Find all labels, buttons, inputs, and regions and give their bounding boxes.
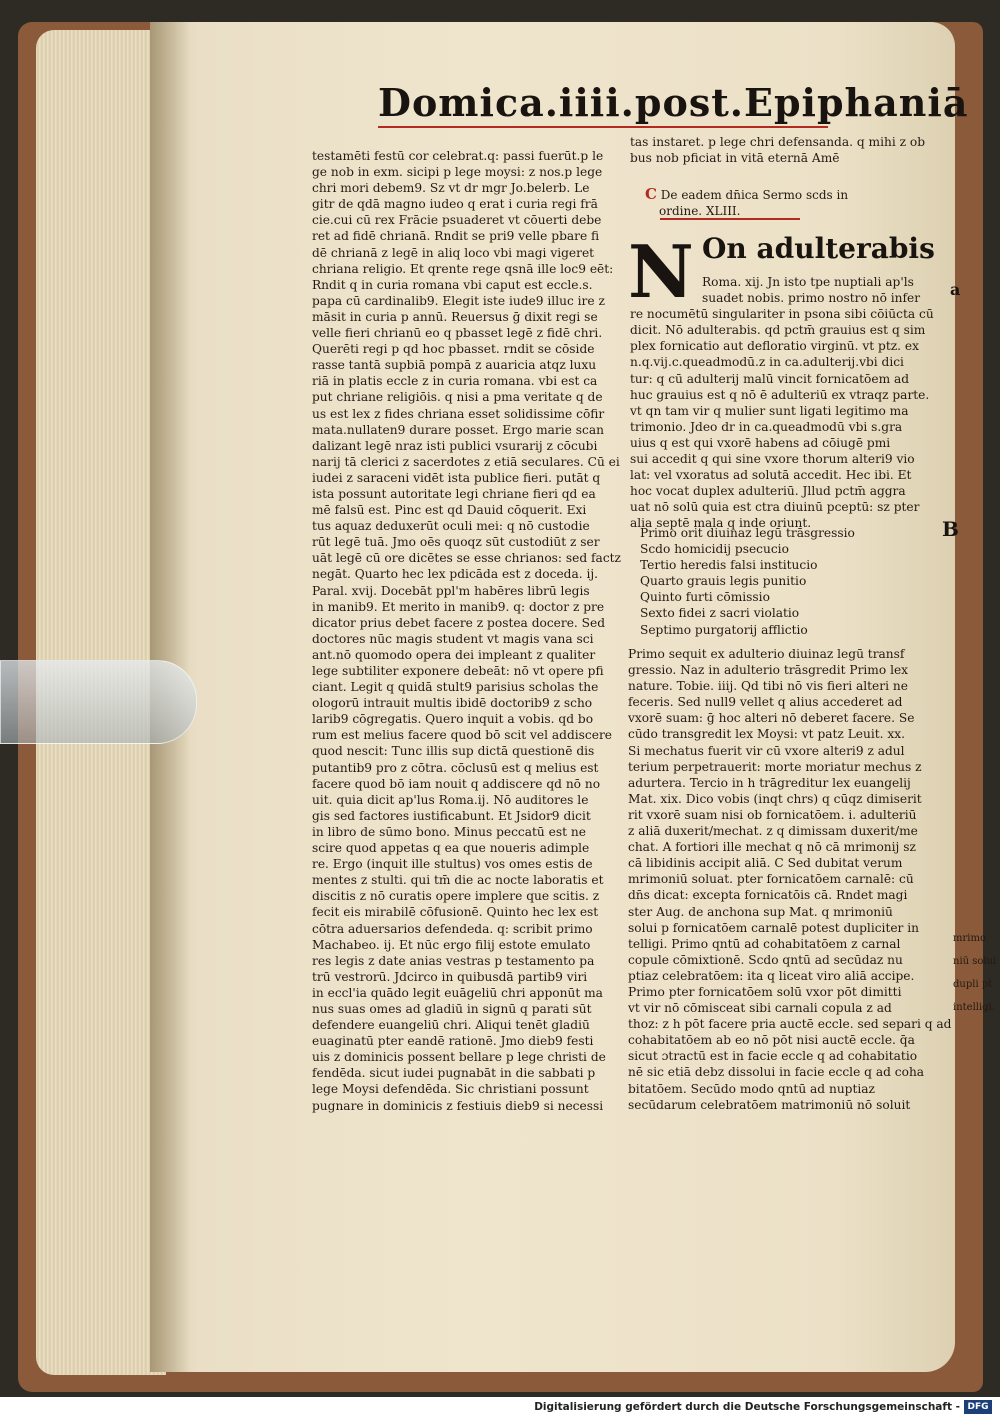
side-note-line: intelligi. xyxy=(953,1002,995,1013)
text-line: uit. quia dicit ap'lus Roma.ij. Nō auditores le xyxy=(312,792,589,807)
text-line: lege subtiliter exponere debeāt: nō vt opere pfi xyxy=(312,664,604,678)
text-line: ptiaz celebratōem: ita q liceat viro aliā accipe. xyxy=(628,968,915,983)
list-item: Quarto grauis legis punitio xyxy=(640,574,807,589)
text-line: cohabitatōem ab eo nō pōt nisi auctē eccle. q̄a xyxy=(628,1033,915,1048)
side-note-line: niū solui xyxy=(953,956,997,967)
text-line: ge nob in exm. sicipi p lege moysi: z nos.p lege xyxy=(312,165,603,180)
text-line: hoc vocat duplex adulteriū. Jllud pctm̄ aggra xyxy=(630,484,906,499)
text-line: velle fieri chrianū eo q pbasset legē z fidē chri. xyxy=(312,326,603,341)
heading-red-rule xyxy=(378,126,828,128)
list-item: Scdo homicidij psecucio xyxy=(640,542,789,557)
text-line: fecit eis mirabilē cōfusionē. Quinto hec lex est xyxy=(312,905,599,920)
text-line: adurtera. Tercio in h trāgreditur lex euangelij xyxy=(628,775,911,790)
text-line: us est lex z fides chriana esset solidissime cōfir xyxy=(312,406,605,421)
text-line: sicut ɔtractū est in facie eccle q ad cohabitatio xyxy=(628,1049,918,1064)
text-line: telligi. Primo qntū ad cohabitatōem z carnal xyxy=(628,936,901,951)
list-item: Primo orit diuinaz legū trāsgressio xyxy=(640,526,855,540)
text-line: defendere euangeliū chri. Aliqui tenēt gladiū xyxy=(312,1018,590,1033)
list-item: Quinto furti cōmissio xyxy=(640,590,770,605)
text-line: Primo sequit ex adulterio diuinaz legū transf xyxy=(628,647,905,661)
text-line: z aliā duxerit/mechat. z q dimissam duxerit/me xyxy=(628,824,918,839)
text-line: terium perpetrauerit: morte moriatur mechus z xyxy=(628,759,922,774)
side-note-line: mrimo xyxy=(953,933,986,944)
text-line: Querēti regi p qd hoc pbasset. rndit se cōside xyxy=(312,342,595,357)
text-line: mē falsū est. Pinc est qd Dauid cōquerit. Exi xyxy=(312,503,587,518)
text-line: put chriane religiōis. q nisi a pma veritate q de xyxy=(312,390,603,405)
text-line: dē chrianā z legē in aliq loco vbi magi vigeret xyxy=(312,245,595,260)
text-line: ciant. Legit q quidā stult9 parisius scholas the xyxy=(312,680,599,695)
text-line: plex fornicatio aut defloratio virginū. vt ptz. ex xyxy=(630,339,920,354)
glass-page-holder xyxy=(0,660,197,744)
right-top-text xyxy=(630,134,948,166)
text-line: narij tā clerici z sacerdotes z etiā seculares. Cū ei xyxy=(312,454,620,469)
text-line: in libro de sūmo bono. Minus peccatū est ne xyxy=(312,824,586,839)
left-text-column xyxy=(312,148,621,1114)
text-line: nus suas omes ad gladiū in signū q parati sūt xyxy=(312,1001,592,1016)
sermon-rubric xyxy=(645,186,915,219)
text-line: uāt legē cū ore dicētes se esse chrianos: sed factz xyxy=(312,551,621,566)
text-line: in manib9. Et merito in manib9. q: doctor z pre xyxy=(312,599,605,614)
rubric-line-2: ordine. XLIII. xyxy=(659,204,741,218)
text-line: cōtra aduersarios defendeda. q: scribit primo xyxy=(312,921,593,936)
text-line: uat nō solū quia est ctra diuinū pceptū: sz pter xyxy=(630,500,920,515)
text-line: euaginatū pter eandē rationē. Jmo dieb9 festi xyxy=(312,1034,594,1049)
text-line: n.q.vij.c.queadmodū.z in ca.adulterij.vbi dici xyxy=(630,355,904,370)
text-line: mentes z stulti. qui tm̄ die ac nocte laboratis et xyxy=(312,873,604,888)
text-line: larib9 cōgregatis. Quero inquit a vobis. qd bo xyxy=(312,712,594,727)
text-line: bus nob pficiat in vitā eternā Amē xyxy=(630,151,840,166)
text-line: lat: vel vxoratus ad solutā accedit. Hec ibi. Et xyxy=(630,468,912,483)
text-line: papa cū cardinalib9. Elegit iste iude9 illuc ire z xyxy=(312,293,605,308)
list-item: Sexto fidei z sacri violatio xyxy=(640,606,800,621)
text-line: fendēda. sicut iudei pugnabāt in die sabbati p xyxy=(312,1066,596,1081)
text-line: chat. A fortiori ille mechat q nō cā mrimonij sz xyxy=(628,840,916,855)
margin-letter-b: B xyxy=(942,517,959,541)
text-line: bitatōem. Secūdo modo qntū ad nuptiaz xyxy=(628,1081,875,1096)
right-text-column-2 xyxy=(628,646,952,1113)
text-line: riā in platis eccle z in curia romana. vbi est ca xyxy=(312,374,598,389)
text-line: dn̄s dicat: excepta fornicatōis cā. Rndet magi xyxy=(628,888,908,903)
text-line: copule cōmixtionē. Scdo qntū ad secūdaz nu xyxy=(628,952,903,967)
text-line: suadet nobis. primo nostro nō infer xyxy=(702,291,921,306)
text-line: putantib9 pro z cōtra. cōclusū est q melius est xyxy=(312,760,599,775)
text-line: Rndit q in curia romana vbi caput est eccle.s. xyxy=(312,277,593,292)
text-line: cie.cui cū rex Frācie psuaderet vt cōuerti debe xyxy=(312,213,602,228)
lead-words: On adulterabis xyxy=(702,232,935,265)
text-line: māsit in curia p annū. Reuersus ḡ dixit regi se xyxy=(312,309,598,324)
text-line: cūdo transgredit lex Moysi: vt patz Leuit. xx. xyxy=(628,727,906,742)
text-line: scire quod appetas q ea que noueris adimple xyxy=(312,841,590,856)
text-line: rum est melius facere quod bō scit vel addiscere xyxy=(312,728,613,743)
margin-letter-a: a xyxy=(950,280,961,299)
text-line: rasse tantā supbiā pompā z auaricia atqz luxu xyxy=(312,358,597,373)
text-line: nature. Tobie. iiij. Qd tibi nō vis fieri alteri ne xyxy=(628,679,908,694)
text-line: ant.nō quomodo opera dei impleant z qualiter xyxy=(312,647,596,662)
text-line: cā libidinis accipit aliā. C Sed dubitat verum xyxy=(628,856,903,871)
text-line: thoz: z h pōt facere pria auctē eccle. sed separi q ad xyxy=(628,1017,952,1032)
page-heading: Domica.iiii.post.Epiphaniā xyxy=(378,80,969,125)
right-text-column-1 xyxy=(630,274,948,532)
text-line: iudei z saraceni vidēt ista publice fieri. putāt q xyxy=(312,470,601,485)
text-line: feceris. Sed null9 vellet q alius accederet ad xyxy=(628,695,903,710)
text-line: dalizant legē nraz isti publici vsurarij z cōcubi xyxy=(312,438,598,453)
dfg-logo xyxy=(964,1400,992,1414)
text-line: alia septē mala q inde oriunt. xyxy=(630,516,812,531)
seven-evils-list xyxy=(640,525,880,638)
text-line: dicator prius debet facere z postea docere. Sed xyxy=(312,615,606,630)
text-line: re nocumētū singulariter in psona sibi cōiūcta cū xyxy=(630,307,934,322)
text-line: doctores nūc magis student vt magis vana sci xyxy=(312,631,594,646)
text-line: mrimoniū soluat. pter fornicatōem carnalē: cū xyxy=(628,872,914,887)
text-line: Machabeo. ij. Et nūc ergo filij estote emulato xyxy=(312,937,591,952)
text-line: tus aquaz deduxerūt oculi mei: q nō custodie xyxy=(312,519,590,534)
text-line: Mat. xix. Dico vobis (inqt chrs) q cūqz dimiserit xyxy=(628,791,922,806)
list-item: Tertio heredis falsi institucio xyxy=(640,558,818,573)
text-line: secūdarum celebratōem matrimoniū nō soluit xyxy=(628,1097,911,1112)
margin-side-note xyxy=(953,922,998,1024)
text-line: vt vir nō cōmisceat sibi carnali copula z ad xyxy=(628,1001,892,1016)
text-line: uius q est qui vxorē habens ad cōiugē pmi xyxy=(630,435,891,450)
rubric-paragraph-mark: C xyxy=(645,185,657,203)
text-line: facere quod bō iam nouit q addiscere qd nō no xyxy=(312,776,601,791)
text-line: in eccl'ia quādo legit euāgeliū chri apponūt ma xyxy=(312,985,603,1000)
text-line: solui p fornicatōem carnalē potest dupliciter in xyxy=(628,920,920,935)
text-line: Roma. xij. Jn isto tpe nuptiali ap'ls xyxy=(702,275,914,289)
text-line: rūt legē tuā. Jmo oēs quoqz sūt custodiūt z ser xyxy=(312,535,600,550)
text-line: ista possunt autoritate legi chriane fieri qd ea xyxy=(312,486,596,501)
text-line: dicit. Nō adulterabis. qd pctm̄ grauius est q sim xyxy=(630,323,926,338)
text-line: pugnare in dominicis z festiuis dieb9 si necessi xyxy=(312,1098,604,1113)
text-line: vxorē suam: ḡ hoc alteri nō deberet facere. Se xyxy=(628,711,915,726)
rubric-red-underline xyxy=(660,218,800,220)
text-line: gitr de qdā magno iudeo q erat i curia regi frā xyxy=(312,197,598,212)
text-line: vt qn tam vir q mulier sunt ligati legitimo ma xyxy=(630,403,909,418)
text-line: ologorū intrauit multis ibidē doctorib9 z scho xyxy=(312,696,593,711)
text-line: chri mori debem9. Sz vt dr mgr Jo.belerb. Le xyxy=(312,181,590,196)
text-line: quod nescit: Tunc illis sup dictā questionē dis xyxy=(312,744,595,759)
text-line: gressio. Naz in adulterio trāsgredit Primo lex xyxy=(628,663,909,678)
text-line: nē sic etiā debz dissolui in facie eccle q ad coha xyxy=(628,1065,925,1080)
text-line: huc grauius est q nō ē adulteriū ex vtraqz parte. xyxy=(630,387,930,402)
text-line: tas instaret. p lege chri defensanda. q mihi z ob xyxy=(630,135,926,149)
text-line: res legis z date anias vestras p testamento pa xyxy=(312,953,595,968)
text-line: negāt. Quarto hec lex pdicāda est z doceda. ij. xyxy=(312,567,599,582)
text-line: sui accedit q qui sine vxore thorum alteri9 vio xyxy=(630,452,915,467)
text-line: tur: q cū adulterij malū vincit fornicatōem ad xyxy=(630,371,910,386)
text-line: gis sed factores iustificabunt. Et Jsidor9 dicit xyxy=(312,808,591,823)
text-line: rit vxorē suam nisi ob fornicatōem. i. adulteriū xyxy=(628,807,917,822)
text-line: mata.nullaten9 durare posset. Ergo marie scan xyxy=(312,422,604,437)
dfg-logo-text: DFG xyxy=(967,1402,989,1412)
text-line: ster Aug. de anchona sup Mat. q mrimoniū xyxy=(628,904,893,919)
text-line: trimonio. Jdeo dr in ca.queadmodū vbi s.gra xyxy=(630,419,903,434)
footer-credit: Digitalisierung gefördert durch die Deutsche Forschungsgemeinschaft - xyxy=(534,1401,960,1413)
text-line: trū vestrorū. Jdcirco in quibusdā partib9 viri xyxy=(312,969,588,984)
decorated-initial: N xyxy=(628,229,694,314)
text-line: uis z dominicis possent bellare p lege christi de xyxy=(312,1050,606,1065)
list-item: Septimo purgatorij afflictio xyxy=(640,622,808,637)
text-line: re. Ergo (inquit ille stultus) vos omes estis de xyxy=(312,857,593,872)
text-line: Paral. xvij. Docebāt ppl'm habēres librū legis xyxy=(312,583,590,598)
side-note-line: dupli pt xyxy=(953,979,993,990)
text-line: testamēti festū cor celebrat.q: passi fuerūt.p le xyxy=(312,149,604,163)
text-line: Si mechatus fuerit vir cū vxore alteri9 z adul xyxy=(628,743,905,758)
text-line: Primo pter fornicatōem solū vxor pōt dimitti xyxy=(628,984,902,999)
rubric-line-1: De eadem dn̄ica Sermo scds in xyxy=(660,188,849,202)
text-line: chriana religio. Et qrente rege qsnā ille loc9 eēt: xyxy=(312,261,614,276)
text-line: discitis z nō curatis opere implere que scitis. z xyxy=(312,889,600,904)
text-line: lege Moysi defendēda. Sic christiani possunt xyxy=(312,1082,589,1097)
text-line: ret ad fidē chrianā. Rndit se pri9 velle pbare fi xyxy=(312,229,600,244)
